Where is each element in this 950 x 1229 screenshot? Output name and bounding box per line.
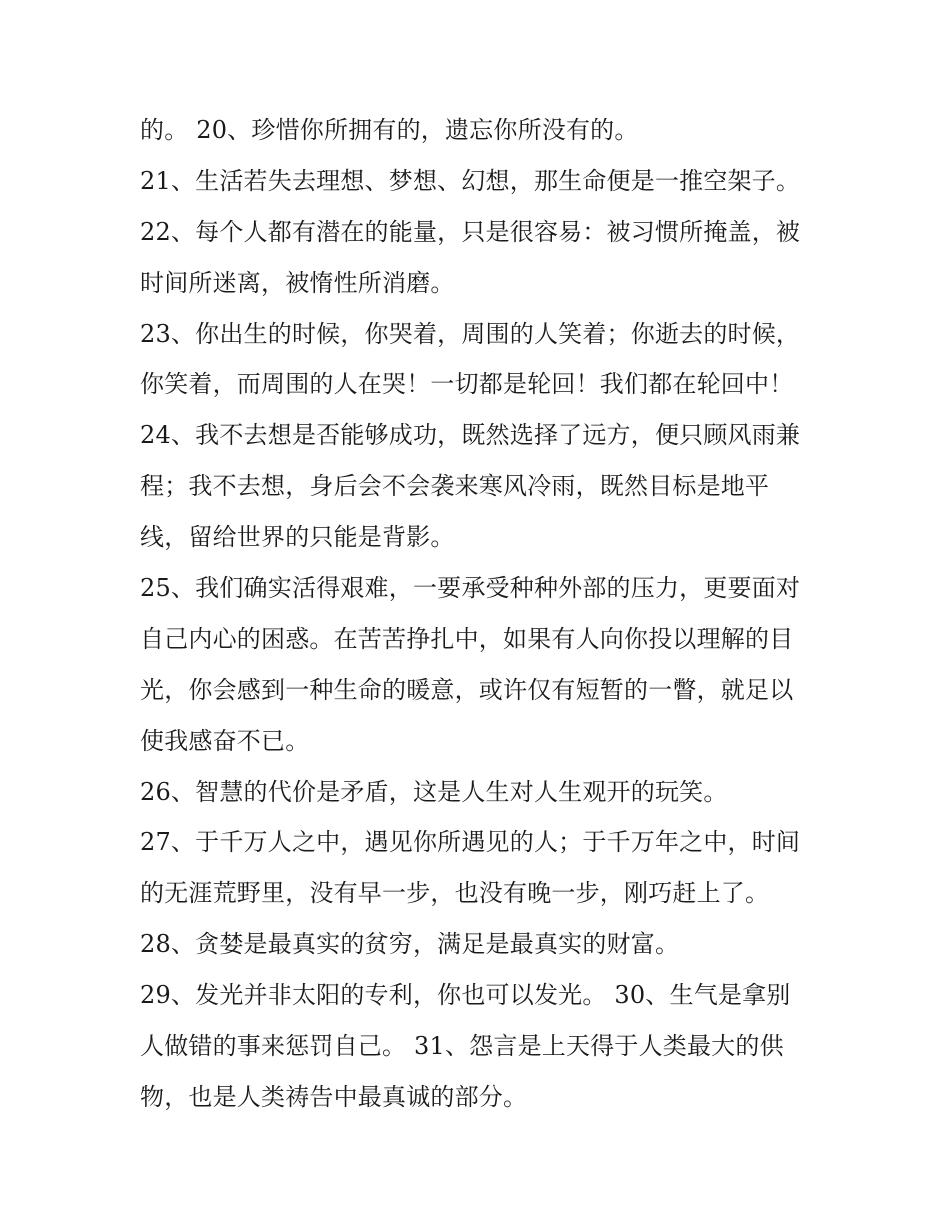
text-line: 你笑着，而周围的人在哭！一切都是轮回！我们都在轮回中！	[140, 370, 794, 399]
text-line: 自己内心的困惑。在苦苦挣扎中，如果有人向你投以理解的目	[140, 624, 794, 653]
text-line: 21、生活若失去理想、梦想、幻想，那生命便是一推空架子。	[140, 166, 801, 195]
text-line: 线，留给世界的只能是背影。	[140, 523, 455, 552]
text-line: 29、发光并非太阳的专利，你也可以发光。 30、生气是拿别	[140, 981, 791, 1010]
text-line: 时间所迷离，被惰性所消磨。	[140, 268, 455, 297]
text-line: 22、每个人都有潜在的能量，只是很容易：被习惯所掩盖，被	[140, 217, 801, 246]
quote-text-block	[140, 105, 820, 1123]
text-line: 人做错的事来惩罚自己。 31、怨言是上天得于人类最大的供	[140, 1032, 784, 1061]
text-line: 26、智慧的代价是矛盾，这是人生对人生观开的玩笑。	[140, 777, 728, 806]
text-line: 25、我们确实活得艰难，一要承受种种外部的压力，更要面对	[140, 574, 801, 603]
text-line: 的。 20、珍惜你所拥有的，遗忘你所没有的。	[140, 116, 639, 144]
text-line: 28、贪婪是最真实的贫穷，满足是最真实的财富。	[140, 930, 680, 959]
text-line: 程；我不去想，身后会不会袭来寒风冷雨，既然目标是地平	[140, 472, 770, 501]
text-line: 的无涯荒野里，没有早一步，也没有晚一步，刚巧赶上了。	[140, 879, 770, 908]
text-line: 24、我不去想是否能够成功，既然选择了远方，便只顾风雨兼	[140, 421, 801, 450]
text-line: 27、于千万人之中，遇见你所遇见的人；于千万年之中，时间	[140, 828, 801, 857]
text-line: 光，你会感到一种生命的暖意，或许仅有短暂的一瞥，就足以	[140, 675, 794, 704]
text-line: 使我感奋不已。	[140, 726, 310, 755]
text-line: 物，也是人类祷告中最真诚的部分。	[140, 1082, 528, 1111]
text-line: 23、你出生的时候，你哭着，周围的人笑着；你逝去的时候，	[140, 319, 801, 348]
